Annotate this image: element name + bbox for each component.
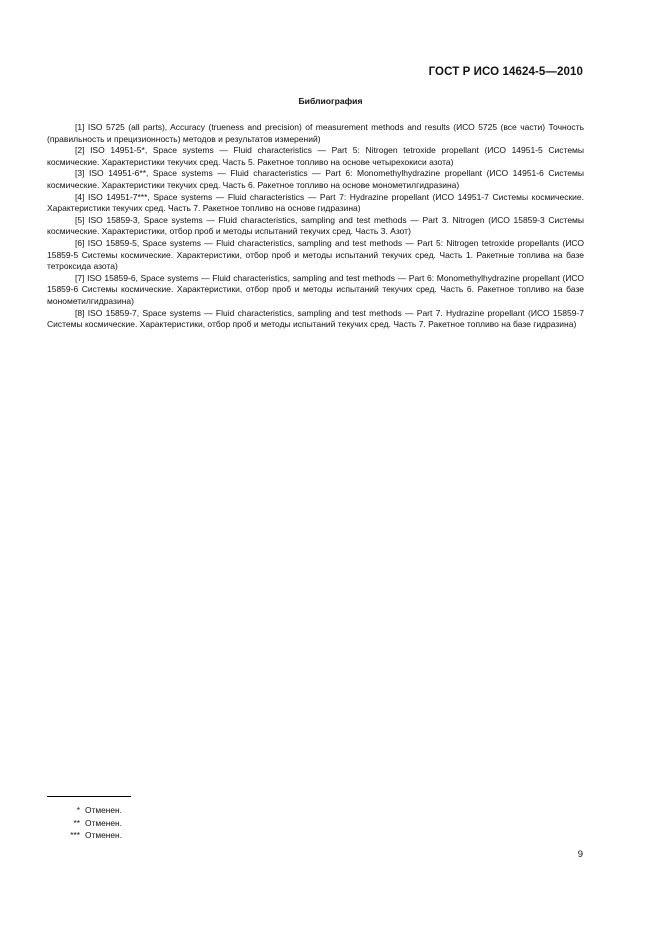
reference-item-1: [1] ISO 5725 (all parts), Accuracy (trueness and precision) of measurement methods and results (ИСО 5725 (все части) Точность (правильность и прецизионность) методов и результатов измерений) — [47, 122, 584, 144]
reference-item-6: [6] ISO 15859-5, Space systems — Fluid characteristics, sampling and test methods — Part 5: Nitrogen tetroxide propellants (ИСО 15859-5 Системы космические. Характеристики, отбор проб и методы испытаний текучих сред. Часть 1. Ракетные топлива на базе тетроксида азота) — [47, 237, 584, 272]
footnotes — [47, 804, 122, 842]
footnote-text: Отменен. — [85, 817, 123, 828]
bibliography-title: Библиография — [298, 96, 363, 106]
footnote-text: Отменен. — [85, 805, 123, 815]
page-number: 9 — [577, 849, 583, 860]
footnote-item — [47, 829, 122, 842]
reference-item-2: [2] ISO 14951-5*, Space systems — Fluid characteristics — Part 5: Nitrogen tetroxide propellant (ИСО 14951-5 Системы космические. Характеристики текучих сред. Часть 5. Ракетное топливо на основе четырехокиси азота) — [47, 145, 584, 167]
footnote-item — [47, 804, 122, 817]
footnote-item — [47, 817, 122, 830]
reference-item-5: [5] ISO 15859-3, Space systems — Fluid characteristics, sampling and test methods — Part 3. Nitrogen (ИСО 15859-3 Системы космические. Характеристики, отбор проб и методы испытаний текучих сред. Часть 3. Азот) — [47, 214, 584, 237]
footnote-mark: * — [76, 805, 80, 815]
reference-item-3: [3] ISO 14951-6**, Space systems — Fluid characteristics — Part 6: Monomethylhydrazine propellant (ИСО 14951-6 Системы космические. Характеристики текучих сред. Часть 6. Ракетное топливо на основе монометилгидразина) — [47, 168, 584, 190]
document-standard-header: ГОСТ Р ИСО 14624-5—2010 — [428, 66, 583, 78]
reference-list — [47, 122, 584, 331]
footnote-mark: *** — [70, 830, 80, 840]
footnote-text: Отменен. — [85, 830, 123, 840]
reference-item-4: [4] ISO 14951-7***, Space systems — Fluid characteristics — Part 7: Hydrazine propellant (ИСО 14951-7 Системы космические. Характеристики текучих сред. Часть 7. Ракетное топливо на основе гидразина) — [47, 191, 584, 214]
footnote-divider — [47, 796, 131, 797]
reference-item-8: [8] ISO 15859-7, Space systems — Fluid characteristics, sampling and test methods — Part 7. Hydrazine propellant (ИСО 15859-7 Системы космические. Характеристики, отбор проб и методы испытаний текучих сред. Часть 7. Ракетное топливо на базе гидразина) — [47, 307, 584, 330]
footnote-mark: ** — [73, 817, 80, 828]
reference-item-7: [7] ISO 15859-6, Space systems — Fluid characteristics, sampling and test methods — Part 6: Monomethylhydrazine propellant (ИСО 15859-6 Системы космические. Характеристики, отбор проб и методы испытаний текучих сред. Часть 6. Ракетное топливо на базе монометилгидразина) — [47, 272, 584, 306]
